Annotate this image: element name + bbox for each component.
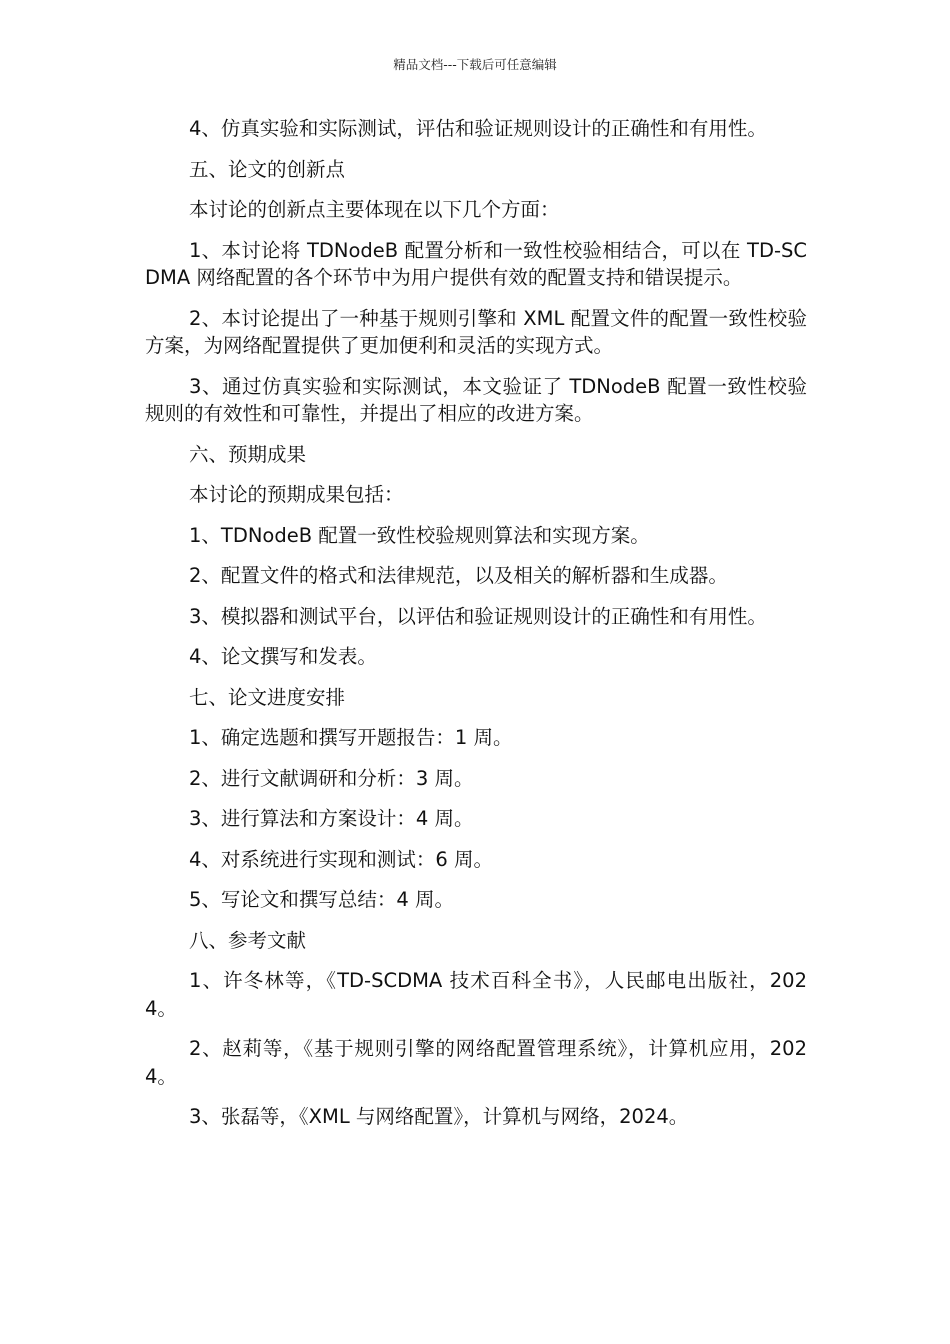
section-heading-schedule: 七、论文进度安排 [189, 685, 346, 709]
paragraph-results-intro: 本讨论的预期成果包括： [189, 483, 404, 506]
reference-3: 3、张磊等，《XML 与网络配置》，计算机与网络，2024。 [189, 1105, 689, 1128]
paragraph-schedule-1: 1、确定选题和撰写开题报告：1 周。 [189, 726, 513, 749]
paragraph-schedule-2: 2、进行文献调研和分析：3 周。 [189, 766, 474, 790]
paragraph-research-step-4: 4、仿真实验和实际测试，评估和验证规则设计的正确性和有用性。 [189, 117, 767, 140]
paragraph-innovation-3: 3、通过仿真实验和实际测试，本文验证了 TDNodeB 配置一致性校验规则的有效性和可靠性，并提出了相应的改进方案。 [145, 374, 807, 425]
section-heading-expected-results: 六、预期成果 [189, 442, 307, 466]
page-header: 精品文档---下载后可任意编辑 [393, 57, 557, 72]
document-body [145, 115, 807, 1144]
paragraph-result-2: 2、配置文件的格式和法律规范，以及相关的解析器和生成器。 [189, 564, 728, 587]
reference-1: 1、许冬林等，《TD-SCDMA 技术百科全书》，人民邮电出版社，2024。 [145, 969, 807, 1020]
paragraph-innovation-2: 2、本讨论提出了一种基于规则引擎和 XML 配置文件的配置一致性校验方案，为网络配置提供了更加便利和灵活的实现方式。 [145, 306, 807, 357]
paragraph-result-4: 4、论文撰写和发表。 [189, 645, 377, 668]
reference-2: 2、赵莉等，《基于规则引擎的网络配置管理系统》，计算机应用，2024。 [145, 1037, 807, 1088]
paragraph-schedule-3: 3、进行算法和方案设计：4 周。 [189, 807, 474, 830]
section-heading-references: 八、参考文献 [189, 928, 307, 952]
paragraph-result-1: 1、TDNodeB 配置一致性校验规则算法和实现方案。 [189, 523, 650, 547]
section-heading-innovation: 五、论文的创新点 [189, 157, 346, 181]
paragraph-schedule-5: 5、写论文和撰写总结：4 周。 [189, 888, 455, 911]
paragraph-innovation-1: 1、本讨论将 TDNodeB 配置分析和一致性校验相结合，可以在 TD-SCDMA 网络配置的各个环节中为用户提供有效的配置支持和错误提示。 [145, 238, 807, 289]
paragraph-innovation-intro: 本讨论的创新点主要体现在以下几个方面： [189, 198, 560, 221]
paragraph-schedule-4: 4、对系统进行实现和测试：6 周。 [189, 847, 494, 871]
paragraph-result-3: 3、模拟器和测试平台，以评估和验证规则设计的正确性和有用性。 [189, 604, 767, 628]
